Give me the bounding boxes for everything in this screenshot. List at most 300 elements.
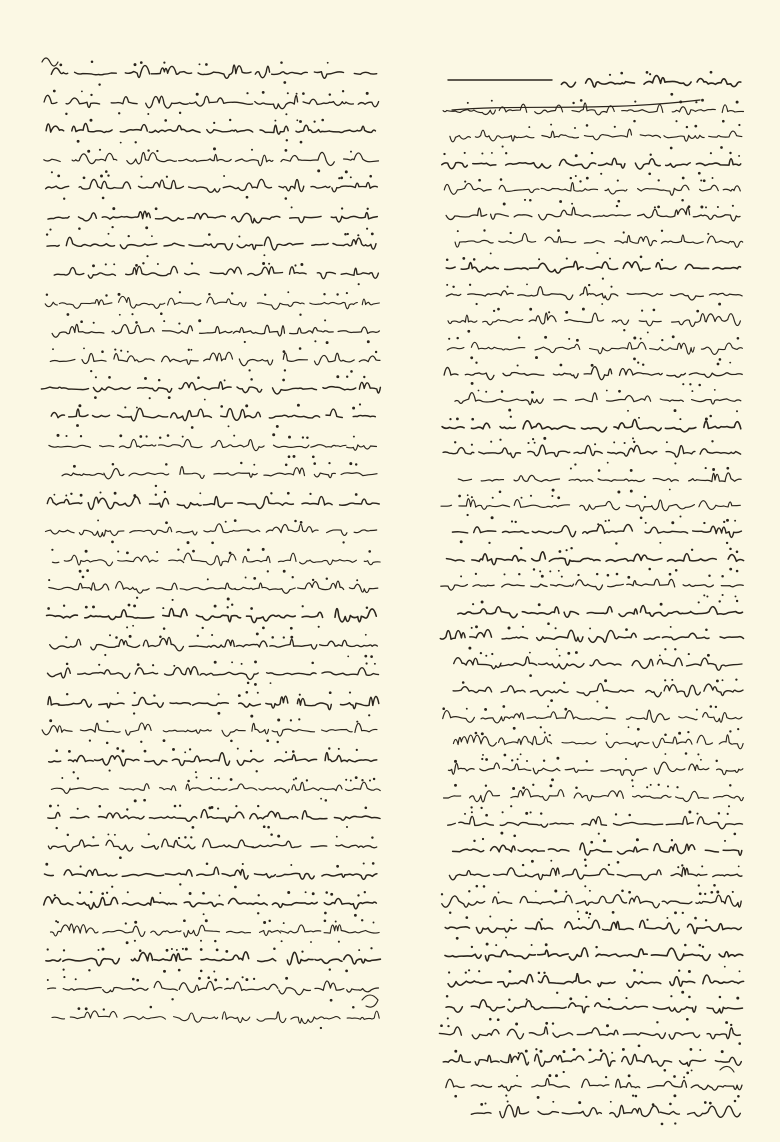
right-line-6-dot-9 — [503, 203, 506, 206]
left-line-23-dot-3 — [299, 694, 301, 696]
right-line-17-dot-2 — [640, 516, 643, 519]
left-line-30-dot-17 — [106, 892, 108, 894]
right-line-13-dot-11 — [478, 390, 480, 392]
right-line-17-dot-12 — [458, 495, 461, 498]
left-line-10-dot-2 — [326, 341, 329, 344]
right-line-1-dot-1 — [670, 93, 673, 96]
right-line-26-dot-2 — [687, 731, 689, 733]
right-line-13 — [455, 393, 741, 405]
right-line-12-dot-11 — [471, 382, 474, 385]
left-line-2-dot-14 — [81, 90, 83, 92]
left-line-31-dot-13 — [183, 919, 186, 922]
left-line-28-dot-11 — [92, 836, 94, 838]
left-line-14-dot-16 — [65, 435, 67, 437]
left-line-31-dot-9 — [263, 921, 266, 924]
right-line-19-dot-9 — [559, 550, 562, 553]
right-line-38-dot-17 — [454, 1050, 457, 1053]
right-line-32-dot-11 — [589, 913, 591, 915]
left-line-6-dot-4 — [155, 207, 158, 210]
right-line-37 — [439, 1027, 740, 1039]
right-line-28-dot-17 — [454, 784, 457, 787]
right-line-25-dot-6 — [605, 706, 608, 709]
left-line-26-dot-18 — [77, 777, 79, 779]
right-line-18-dot-8 — [615, 542, 617, 544]
right-line-24-dot-5 — [604, 679, 607, 682]
left-line-30-dot-9 — [258, 894, 260, 896]
right-line-20-dot-15 — [504, 573, 506, 575]
left-line-12-dot-6 — [204, 399, 206, 401]
left-line-24-dot-5 — [266, 739, 269, 742]
left-line-13-dot-0 — [359, 403, 361, 405]
right-line-17-dot-6 — [521, 497, 523, 499]
right-line-30-dot-5 — [590, 841, 593, 844]
right-line-10-dot-10 — [493, 310, 495, 312]
left-line-18-dot-10 — [117, 550, 119, 552]
right-line-10-dot-5 — [582, 308, 585, 311]
left-line-11-dot-9 — [120, 350, 122, 352]
left-line-21-dot-11 — [129, 635, 132, 638]
right-line-10-dot-1 — [653, 309, 656, 312]
right-line-30-dot-0 — [724, 840, 726, 842]
right-line-25-dot-5 — [628, 726, 630, 728]
right-line-37-dot-8 — [515, 1023, 518, 1026]
right-line-24-dot-3 — [671, 679, 673, 681]
right-line-12-dot-2 — [698, 384, 701, 387]
left-line-30-dot-16 — [127, 891, 129, 893]
left-line-31-dot-11 — [205, 919, 208, 922]
right-line-38-dot-14 — [535, 1048, 537, 1050]
right-line-40-dot-6 — [652, 1103, 655, 1106]
right-line-12-dot-8 — [560, 364, 563, 367]
left-line-16-dot-2 — [287, 492, 290, 495]
left-line-4-dot-4 — [251, 149, 253, 151]
left-line-4-dot-5 — [213, 147, 216, 150]
right-line-38-dot-16 — [518, 1052, 520, 1054]
right-line-17-dot-7 — [492, 497, 494, 499]
right-line-7-dot-5 — [510, 232, 512, 234]
left-line-32-dot-14 — [178, 969, 181, 972]
left-line-17-dot-8 — [111, 541, 114, 544]
left-line-29 — [45, 867, 377, 879]
right-line-37-dot-9 — [447, 1025, 449, 1027]
right-line-18-dot-4 — [703, 522, 705, 524]
right-line-33-dot-11 — [456, 937, 459, 940]
right-line-19-dot-0 — [736, 551, 739, 554]
right-line-8-dot-5 — [538, 258, 540, 260]
right-line-23-dot-6 — [529, 652, 531, 654]
left-line-30 — [44, 897, 377, 909]
right-line-38-dot-6 — [622, 1048, 625, 1051]
right-line-5-dot-0 — [712, 177, 714, 179]
left-line-15-dot-0 — [355, 463, 357, 465]
left-line-9-dot-13 — [105, 294, 107, 296]
right-line-40-dot-9 — [552, 1101, 554, 1103]
right-line-21-dot-5 — [538, 603, 541, 606]
right-line-33-dot-5 — [578, 918, 580, 920]
left-line-31-dot-14 — [134, 921, 137, 924]
left-line-26-dot-9 — [295, 777, 297, 779]
right-line-14-dot-3 — [638, 417, 640, 419]
right-line-26-dot-5 — [664, 734, 667, 737]
right-line-29-dot-14 — [485, 814, 488, 817]
right-line-7-dot-7 — [483, 229, 485, 231]
right-line-5-dot-12 — [529, 199, 532, 202]
right-line-37-dot-10 — [440, 1024, 443, 1027]
right-line-14-dot-11 — [449, 418, 451, 420]
left-line-33-dot-3 — [245, 978, 248, 981]
right-line-18-dot-12 — [515, 521, 517, 523]
right-line-32-dot-1 — [716, 891, 719, 894]
left-line-25 — [49, 753, 377, 766]
right-line-29-dot-5 — [628, 814, 631, 817]
left-line-26-dot-5 — [345, 779, 347, 781]
right-line-24-dot-2 — [716, 679, 719, 682]
right-line-6-dot-5 — [657, 206, 660, 209]
left-line-28-dot-4 — [190, 836, 192, 838]
left-line-8-dot-10 — [105, 263, 107, 265]
right-line-35-dot-1 — [688, 970, 691, 973]
left-line-19-dot-9 — [136, 597, 138, 599]
right-line-10-dot-11 — [467, 330, 470, 333]
left-line-2-dot-6 — [285, 113, 287, 115]
left-line-18-dot-14 — [51, 549, 53, 551]
left-line-5 — [46, 179, 378, 192]
right-line-15-dot-0 — [711, 440, 713, 442]
left-line-13-dot-3 — [276, 425, 279, 428]
left-line-9-dot-6 — [231, 292, 233, 294]
left-line-28-dot-8 — [119, 856, 122, 859]
right-line-23-dot-7 — [529, 674, 532, 677]
left-line-26-dot-11 — [230, 778, 233, 781]
right-line-9-dot-8 — [452, 286, 454, 288]
left-line-20-dot-9 — [202, 627, 204, 629]
right-line-28-dot-11 — [522, 786, 525, 789]
right-line-32-dot-9 — [612, 911, 615, 914]
right-line-31-dot-8 — [584, 885, 586, 887]
right-line-15-dot-1 — [674, 462, 676, 464]
right-line-22-dot-7 — [556, 648, 558, 650]
right-line-33-dot-2 — [666, 917, 668, 919]
left-line-10 — [52, 324, 379, 337]
right-line-5-dot-15 — [478, 179, 481, 182]
left-line-9-dot-10 — [131, 313, 133, 315]
left-line-16-dot-11 — [70, 493, 72, 495]
right-line-32 — [442, 895, 741, 908]
right-line-8-dot-7 — [462, 257, 465, 260]
left-line-6-dot-8 — [78, 227, 81, 230]
right-line-3 — [450, 129, 742, 142]
left-line-15-dot-4 — [285, 464, 288, 467]
left-line-29-dot-1 — [363, 862, 365, 864]
right-line-24-dot-9 — [462, 681, 465, 684]
left-line-8-dot-11 — [92, 264, 95, 267]
right-line-36-dot-10 — [508, 999, 510, 1001]
left-line-15-dot-6 — [240, 462, 242, 464]
left-line-9 — [45, 296, 379, 309]
left-line-27-dot-2 — [267, 826, 270, 829]
left-line-32-dot-13 — [176, 949, 178, 951]
right-line-2-dot-2 — [701, 99, 704, 102]
left-line-24-dot-11 — [89, 740, 91, 742]
right-line-29-dot-10 — [525, 812, 528, 815]
right-line-24 — [453, 683, 743, 696]
right-line-17-dot-8 — [491, 516, 494, 519]
left-line-33-dot-9 — [171, 998, 173, 1000]
left-line-17-dot-7 — [165, 521, 168, 524]
left-line-7-dot-8 — [146, 255, 148, 257]
right-line-4-dot-7 — [591, 152, 593, 154]
left-line-2-dot-3 — [302, 92, 305, 95]
left-line-16-dot-13 — [54, 494, 56, 496]
right-line-37-dot-1 — [730, 1024, 732, 1026]
right-line-39-dot-8 — [555, 1074, 558, 1077]
left-line-14-dot-2 — [306, 437, 308, 439]
left-line-5-dot-2 — [340, 177, 343, 180]
left-line-6-dot-0 — [367, 208, 369, 210]
left-line-4-dot-9 — [99, 149, 101, 151]
right-line-18-dot-5 — [671, 521, 674, 524]
left-line-31-dot-7 — [281, 940, 283, 942]
right-line-1-dot-2 — [649, 73, 651, 75]
right-line-38-dot-1 — [699, 1049, 701, 1051]
left-line-25-dot-13 — [122, 750, 125, 753]
left-line-30-dot-3 — [330, 893, 333, 896]
left-line-18 — [52, 553, 380, 566]
left-line-1-dot-8 — [98, 83, 100, 85]
left-line-23-dot-4 — [257, 692, 259, 694]
left-line-27-dot-11 — [174, 805, 177, 808]
right-line-11 — [447, 342, 742, 354]
right-line-10-dot-4 — [623, 329, 625, 331]
left-line-23-dot-6 — [245, 691, 248, 694]
left-line-15-dot-10 — [73, 465, 76, 468]
left-line-2-dot-2 — [329, 93, 331, 95]
left-line-2-dot-5 — [287, 92, 289, 94]
left-line-30-dot-15 — [159, 892, 161, 894]
left-line-31-dot-4 — [324, 920, 327, 923]
left-line-25-dot-8 — [195, 771, 197, 773]
left-line-10-dot-1 — [324, 319, 326, 321]
left-line-27-dot-8 — [208, 806, 211, 809]
left-line-33-dot-5 — [226, 978, 229, 981]
right-line-9-dot-6 — [475, 303, 477, 305]
left-line-26-dot-19 — [61, 777, 63, 779]
left-line-30-dot-6 — [312, 892, 315, 895]
left-line-16-dot-5 — [164, 491, 166, 493]
right-line-20-dot-1 — [721, 575, 724, 578]
right-line-30-dot-6 — [584, 859, 587, 862]
left-line-12-dot-8 — [168, 396, 171, 399]
right-line-25-dot-8 — [547, 705, 549, 707]
right-line-19-dot-2 — [729, 548, 732, 551]
left-line-21-dot-8 — [211, 634, 213, 636]
left-line-25-dot-15 — [109, 770, 111, 772]
right-line-24-dot-1 — [722, 679, 724, 681]
left-line-10-dot-4 — [244, 341, 246, 343]
right-line-24-dot-7 — [563, 682, 565, 684]
left-line-11-dot-0 — [375, 351, 377, 353]
left-line-20-dot-15 — [126, 626, 128, 628]
right-line-36 — [446, 1000, 743, 1013]
right-line-13-dot-1 — [714, 389, 716, 391]
right-line-35-dot-2 — [681, 991, 684, 994]
right-line-20-dot-2 — [722, 594, 724, 596]
right-line-32-dot-4 — [699, 892, 702, 895]
left-line-22-dot-8 — [231, 661, 233, 663]
right-line-20-dot-16 — [475, 573, 477, 575]
right-line-13-dot-2 — [691, 390, 693, 392]
left-line-10-dot-6 — [178, 323, 180, 325]
left-line-17-dot-0 — [342, 541, 344, 543]
left-line-7-dot-1 — [357, 234, 359, 236]
left-line-9-dot-7 — [208, 293, 210, 295]
right-line-1-dot-5 — [609, 74, 611, 76]
left-line-29-dot-10 — [45, 863, 48, 866]
right-line-4-dot-8 — [575, 154, 578, 157]
right-line-15-dot-13 — [454, 441, 456, 443]
left-line-5-dot-4 — [285, 197, 288, 200]
left-line-32-dot-11 — [185, 948, 188, 951]
left-line-4-dot-1 — [345, 170, 348, 173]
right-line-2-dot-7 — [633, 120, 636, 123]
left-line-14-dot-3 — [302, 436, 304, 438]
right-line-25-dot-12 — [484, 708, 487, 711]
left-line-1 — [51, 65, 376, 78]
right-line-9-dot-2 — [601, 303, 603, 305]
left-line-8-dot-4 — [262, 262, 265, 265]
left-line-32-dot-10 — [200, 970, 203, 973]
left-line-18-dot-2 — [267, 570, 269, 572]
left-line-26-dot-1 — [369, 780, 371, 782]
left-line-14-dot-15 — [80, 435, 82, 437]
left-line-20-dot-2 — [302, 605, 304, 607]
left-line-18-dot-0 — [368, 550, 371, 553]
right-line-18-dot-14 — [488, 542, 490, 544]
right-line-35-dot-4 — [641, 971, 643, 973]
left-line-25-dot-5 — [256, 770, 258, 772]
right-line-38-dot-0 — [721, 1050, 724, 1053]
left-line-4-dot-10 — [87, 150, 90, 153]
left-line-10-dot-8 — [135, 321, 138, 324]
left-line-29-dot-4 — [242, 863, 244, 865]
left-line-17-dot-3 — [234, 519, 237, 522]
right-line-3-dot-8 — [550, 124, 552, 126]
right-line-33-dot-8 — [505, 936, 507, 938]
left-line-2-dot-0 — [366, 92, 369, 95]
left-line-9-dot-15 — [46, 293, 48, 295]
left-line-9-dot-9 — [160, 312, 163, 315]
left-line-5-dot-9 — [107, 174, 109, 176]
catchword-mark — [720, 1066, 734, 1072]
right-line-29-dot-8 — [540, 812, 542, 814]
right-line-6 — [446, 207, 740, 221]
right-line-29-dot-3 — [696, 813, 698, 815]
left-line-34-dot-5 — [78, 1007, 81, 1010]
right-line-15 — [443, 445, 740, 458]
right-line-19-dot-8 — [566, 549, 568, 551]
left-line-20-dot-3 — [290, 627, 293, 630]
left-line-25-dot-3 — [292, 750, 295, 753]
right-column-handwriting — [439, 71, 743, 1125]
left-line-32-dot-23 — [63, 969, 65, 971]
left-line-22 — [48, 667, 379, 680]
left-line-24-dot-9 — [106, 720, 108, 722]
left-line-10-dot-9 — [93, 322, 95, 324]
left-line-30-dot-14 — [189, 892, 192, 895]
left-line-32-dot-6 — [225, 950, 228, 953]
right-line-16-dot-3 — [669, 489, 671, 491]
left-line-27-dot-12 — [126, 808, 128, 810]
right-line-18-dot-1 — [726, 519, 729, 522]
right-line-8-dot-8 — [446, 259, 449, 262]
left-line-18-dot-3 — [262, 548, 265, 551]
left-line-13-dot-2 — [297, 404, 300, 407]
right-line-22-dot-2 — [670, 626, 672, 628]
left-line-10-dot-5 — [198, 319, 201, 322]
left-line-1-dot-5 — [163, 62, 165, 64]
left-line-11-dot-10 — [114, 349, 116, 351]
right-line-27-dot-1 — [700, 759, 702, 761]
left-line-10-dot-0 — [367, 340, 370, 343]
left-line-18-dot-6 — [192, 550, 195, 553]
left-line-22-dot-13 — [98, 664, 100, 666]
right-line-30-dot-1 — [671, 839, 673, 841]
left-line-19-dot-6 — [227, 598, 230, 601]
left-line-9-dot-5 — [264, 294, 266, 296]
left-line-3 — [46, 124, 375, 135]
right-line-34 — [445, 948, 743, 961]
right-line-11-dot-4 — [640, 338, 642, 340]
right-line-33-dot-6 — [540, 918, 542, 920]
left-line-7-dot-10 — [108, 233, 110, 235]
right-line-20-dot-10 — [596, 573, 598, 575]
left-line-22-dot-3 — [270, 682, 272, 684]
marginal-marks — [42, 58, 734, 1072]
left-line-28-dot-7 — [148, 833, 150, 835]
right-line-20-dot-3 — [708, 574, 710, 576]
right-line-8-dot-4 — [566, 258, 568, 260]
left-line-27-dot-4 — [257, 805, 259, 807]
left-line-10-dot-7 — [163, 320, 165, 322]
right-line-17-dot-3 — [557, 496, 560, 499]
left-line-5-dot-7 — [166, 176, 168, 178]
left-line-25-dot-17 — [68, 750, 71, 753]
right-line-12-dot-6 — [637, 362, 639, 364]
left-line-24 — [42, 723, 377, 736]
right-line-8-dot-6 — [473, 258, 476, 261]
left-line-30-dot-0 — [364, 891, 366, 893]
right-line-20-dot-11 — [577, 574, 579, 576]
left-line-4 — [44, 152, 379, 165]
right-line-4-dot-3 — [698, 172, 701, 175]
right-line-39 — [446, 1079, 742, 1091]
left-line-3-dot-7 — [229, 119, 231, 121]
right-line-36-dot-14 — [447, 1017, 449, 1019]
left-line-12-dot-7 — [197, 376, 200, 379]
right-line-1-dot-3 — [646, 71, 649, 74]
left-line-32-dot-24 — [47, 948, 49, 950]
left-line-24-dot-1 — [298, 718, 300, 720]
left-line-19-dot-0 — [356, 579, 358, 581]
left-line-33-dot-6 — [214, 978, 217, 981]
right-line-2-dot-11 — [467, 102, 469, 104]
right-line-33 — [445, 920, 741, 933]
right-line-35-dot-9 — [538, 972, 541, 975]
left-line-19-dot-4 — [253, 577, 256, 580]
right-line-18-dot-3 — [723, 521, 725, 523]
left-line-34-dot-0 — [352, 1006, 355, 1009]
right-line-30-dot-7 — [550, 860, 552, 862]
